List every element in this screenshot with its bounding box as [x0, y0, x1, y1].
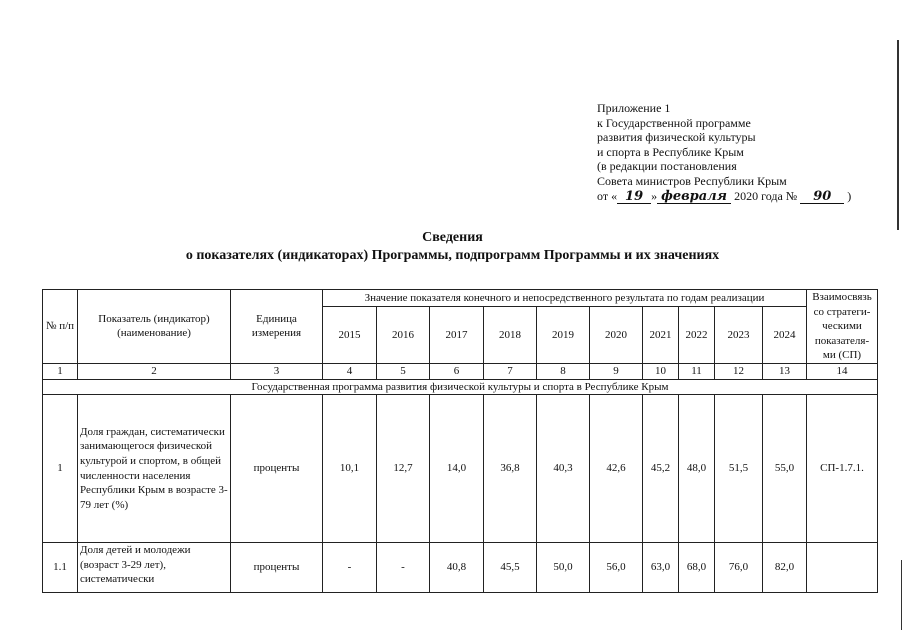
- date-close: ): [847, 188, 852, 203]
- appendix-line: к Государственной программе: [597, 115, 751, 130]
- row-value: 40,8: [430, 543, 484, 593]
- row-value: 36,8: [484, 395, 537, 543]
- header-year: 2017: [430, 307, 484, 364]
- appendix-line: (в редакции постановления: [597, 159, 737, 174]
- header-year: 2024: [763, 307, 807, 364]
- header-year: 2021: [643, 307, 679, 364]
- appendix-line: Приложение 1: [597, 101, 671, 115]
- header-row: [43, 290, 878, 307]
- appendix-note: [597, 101, 877, 204]
- row-value: 14,0: [430, 395, 484, 543]
- row-value: 42,6: [590, 395, 643, 543]
- date-mid: »: [651, 188, 658, 203]
- row-value: 56,0: [590, 543, 643, 593]
- header-year: 2015: [323, 307, 377, 364]
- header-year: 2020: [590, 307, 643, 364]
- row-indicator: Доля детей и молодежи (возраст 3-29 лет), систематически: [78, 543, 231, 593]
- row-value: 82,0: [763, 543, 807, 593]
- column-number: 8: [537, 363, 590, 379]
- row-relation: СП-1.7.1.: [807, 395, 878, 543]
- row-value: 76,0: [715, 543, 763, 593]
- header-year: 2023: [715, 307, 763, 364]
- row-unit: проценты: [231, 395, 323, 543]
- handwritten-month: февраля: [657, 191, 731, 204]
- column-number: 7: [484, 363, 537, 379]
- appendix-line: развития физической культуры: [597, 130, 756, 145]
- page-title: Сведения: [422, 230, 483, 245]
- row-value: 48,0: [679, 395, 715, 543]
- column-number: 4: [323, 363, 377, 379]
- row-relation: [807, 543, 878, 593]
- handwritten-doc-number: 90: [800, 191, 844, 204]
- indicators-table: [42, 289, 878, 593]
- column-number: 13: [763, 363, 807, 379]
- row-value: 50,0: [537, 543, 590, 593]
- column-number: 11: [679, 363, 715, 379]
- page-subtitle: о показателях (индикаторах) Программы, подпрограмм Программы и их значениях: [185, 248, 720, 263]
- appendix-line: Совета министров Республики Крым: [597, 173, 787, 188]
- column-number: 3: [231, 363, 323, 379]
- table-row: [43, 543, 878, 593]
- appendix-date-line: [597, 189, 877, 204]
- column-number: 9: [590, 363, 643, 379]
- row-value: 10,1: [323, 395, 377, 543]
- header-year: 2018: [484, 307, 537, 364]
- column-number: 2: [78, 363, 231, 379]
- section-title: Государственная программа развития физической культуры и спорта в Республике Крым: [43, 379, 878, 395]
- row-num: 1: [43, 395, 78, 543]
- row-value: -: [323, 543, 377, 593]
- column-number: 1: [43, 363, 78, 379]
- row-value: 45,5: [484, 543, 537, 593]
- column-number: 5: [377, 363, 430, 379]
- column-number-row: [43, 363, 878, 379]
- row-value: -: [377, 543, 430, 593]
- row-value: 12,7: [377, 395, 430, 543]
- date-prefix: от «: [597, 188, 618, 203]
- handwritten-day: 19: [617, 191, 651, 204]
- scan-edge-mark: [897, 40, 899, 230]
- column-number: 12: [715, 363, 763, 379]
- table-row: [43, 395, 878, 543]
- row-value: 45,2: [643, 395, 679, 543]
- header-year: 2022: [679, 307, 715, 364]
- header-year: 2016: [377, 307, 430, 364]
- row-indicator: Доля граждан, систематически занимающегося физической культурой и спортом, в общей численности населения Республики Крым в возрасте 3-79 лет (%): [78, 395, 231, 543]
- row-value: 55,0: [763, 395, 807, 543]
- row-value: 51,5: [715, 395, 763, 543]
- date-year: 2020 года №: [734, 188, 798, 203]
- section-row: [43, 379, 878, 395]
- header-relation: Взаимосвязь со стратеги-ческими показателя-ми (СП): [807, 290, 878, 364]
- header-num: № п/п: [43, 290, 78, 364]
- row-value: 68,0: [679, 543, 715, 593]
- row-value: 63,0: [643, 543, 679, 593]
- appendix-line: и спорта в Республике Крым: [597, 144, 744, 159]
- row-unit: проценты: [231, 543, 323, 593]
- header-year: 2019: [537, 307, 590, 364]
- row-value: 40,3: [537, 395, 590, 543]
- header-values-group: Значение показателя конечного и непосредственного результата по годам реализации: [323, 290, 807, 307]
- column-number: 6: [430, 363, 484, 379]
- column-number: 10: [643, 363, 679, 379]
- header-unit: Единица измерения: [231, 290, 323, 364]
- header-indicator: Показатель (индикатор) (наименование): [78, 290, 231, 364]
- row-num: 1.1: [43, 543, 78, 593]
- column-number: 14: [807, 363, 878, 379]
- scan-edge-mark: [901, 560, 902, 630]
